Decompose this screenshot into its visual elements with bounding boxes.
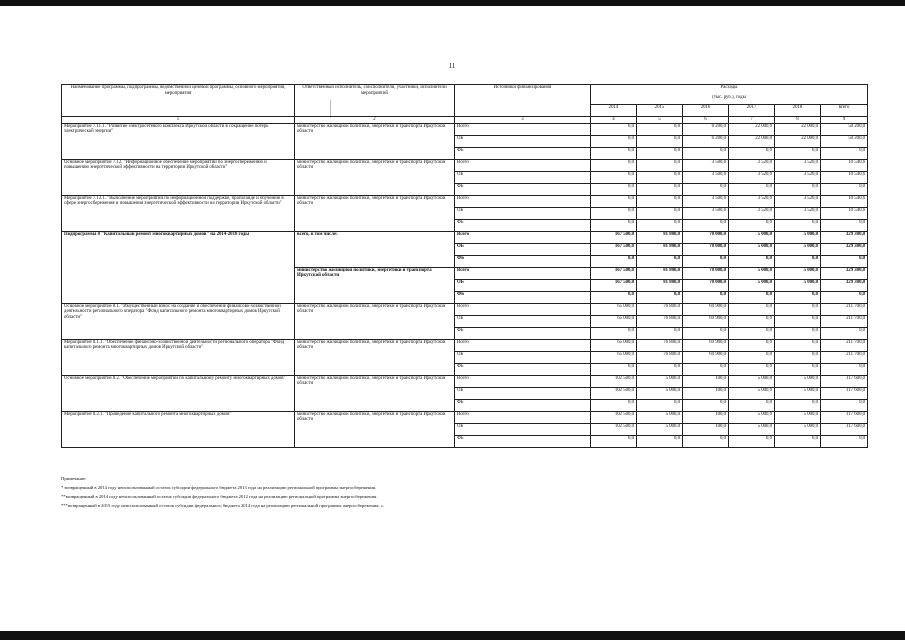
value-cell: 0,0	[775, 327, 821, 339]
value-cell: 69 900,0	[683, 339, 729, 351]
subprogram-name: Подпрограмма 8 "Капитальный ремонт многоквартирных домов" на 2014-2018 годы	[62, 231, 295, 303]
value-cell: 0,0	[775, 315, 821, 327]
column-number: 7	[729, 117, 775, 124]
source-cell: Всего	[455, 159, 591, 171]
value-cell: 167 500,0	[591, 231, 637, 243]
value-cell: 0,0	[775, 255, 821, 267]
source-cell: Всего	[455, 123, 591, 135]
header-responsible: Ответственный исполнитель, соисполнители, участники, исполнители мероприятий	[295, 85, 455, 117]
notes	[61, 474, 861, 510]
value-cell: 10 540,6	[821, 159, 868, 171]
value-cell: 0,0	[591, 327, 637, 339]
value-cell: 0,0	[821, 255, 868, 267]
value-cell: 0,0	[821, 363, 868, 375]
responsible-cell: министерство жилищной политики, энергетики и транспорта Иркутской области	[295, 375, 455, 411]
value-cell: 0,0	[775, 183, 821, 195]
value-cell: 69 900,0	[683, 315, 729, 327]
value-cell: 5 000,0	[637, 423, 683, 435]
value-cell: 5 000,0	[775, 267, 821, 279]
value-cell: 0,0	[821, 327, 868, 339]
source-cell: Всего	[455, 375, 591, 387]
item-name: Мероприятие 8.2.1. "Проведение капитального ремонта многоквартирных домов"	[62, 411, 295, 447]
responsible-cell: министерство жилищной политики, энергетики и транспорта Иркутской области	[295, 411, 455, 447]
value-cell: 76 800,0	[637, 351, 683, 363]
value-cell: 0,0	[637, 219, 683, 231]
value-cell: 81 800,0	[637, 231, 683, 243]
value-cell: 3 520,0	[729, 195, 775, 207]
value-cell: 3 520,0	[729, 207, 775, 219]
header-year: 2014	[591, 105, 637, 117]
responsible-cell: министерство жилищной политики, энергетики и транспорта Иркутской области	[295, 123, 455, 159]
value-cell: 0,0	[637, 327, 683, 339]
value-cell: 0,0	[821, 183, 868, 195]
value-cell: 0,0	[683, 147, 729, 159]
value-cell: 22 000,0	[729, 135, 775, 147]
value-cell: 0,0	[591, 291, 637, 303]
column-number: 8	[775, 117, 821, 124]
value-cell: 3 520,0	[775, 171, 821, 183]
value-cell: 0,0	[775, 147, 821, 159]
value-cell: 81 800,0	[637, 279, 683, 291]
value-cell: 0,0	[821, 291, 868, 303]
table-row	[62, 375, 868, 387]
value-cell: 0,0	[683, 219, 729, 231]
value-cell: 0,0	[591, 219, 637, 231]
value-cell: 70 000,0	[683, 279, 729, 291]
value-cell: 70 000,0	[683, 243, 729, 255]
value-cell: 0,0	[637, 399, 683, 411]
value-cell: 0,0	[683, 363, 729, 375]
value-cell: 0,0	[683, 183, 729, 195]
item-name: Мероприятие 7.12.1. "Выполнение мероприятий по информационной поддержке, пропаганде и обучению в сфере энергосбережения и повышения энергетической эффективности на территории Иркутской области"	[62, 195, 295, 231]
value-cell: 76 800,0	[637, 303, 683, 315]
value-cell: 0,0	[637, 195, 683, 207]
value-cell: 3 520,0	[729, 171, 775, 183]
budget-table	[61, 84, 868, 448]
value-cell: 117 600,0	[821, 411, 868, 423]
value-cell: 0,0	[821, 399, 868, 411]
responsible-cell: министерство жилищной политики, энергетики и транспорта Иркутской области	[295, 267, 455, 303]
source-cell: ОБ	[455, 351, 591, 363]
value-cell: 0,0	[591, 195, 637, 207]
value-cell: 65 000,0	[591, 303, 637, 315]
value-cell: 167 500,0	[591, 279, 637, 291]
value-cell: 0,0	[683, 435, 729, 447]
notes-title: Примечание:	[61, 476, 87, 481]
source-cell: Всего	[455, 267, 591, 279]
responsible-cell: всего, в том числе:	[295, 231, 455, 267]
value-cell: 10 540,6	[821, 207, 868, 219]
header-name: Наименование программы, подпрограммы, ведомственной целевой программы, основного мероприятия, мероприятия	[62, 85, 295, 117]
responsible-cell: министерство жилищной политики, энергетики и транспорта Иркутской области	[295, 303, 455, 339]
value-cell: 5 000,0	[775, 387, 821, 399]
value-cell: 0,0	[729, 219, 775, 231]
scan-edge-top	[0, 0, 905, 6]
value-cell: 70 000,0	[683, 267, 729, 279]
value-cell: 22 000,0	[775, 135, 821, 147]
value-cell: 5 000,0	[729, 243, 775, 255]
value-cell: 0,0	[683, 399, 729, 411]
value-cell: 0,0	[775, 363, 821, 375]
value-cell: 0,0	[637, 255, 683, 267]
source-cell: ФБ	[455, 399, 591, 411]
value-cell: 0,0	[775, 435, 821, 447]
value-cell: 0,0	[591, 123, 637, 135]
note-line: **возвращенный в 2014 году неиспользованный остаток субсидии федерального бюджета 2012 года на реализацию региональной программы энергосбережения.	[61, 494, 378, 499]
value-cell: 117 600,0	[821, 387, 868, 399]
value-cell: 329 300,0	[821, 231, 868, 243]
value-cell: 100,0	[683, 387, 729, 399]
source-cell: ФБ	[455, 363, 591, 375]
source-cell: Всего	[455, 339, 591, 351]
value-cell: 22 000,0	[729, 123, 775, 135]
value-cell: 5 000,0	[775, 279, 821, 291]
item-name: Основное мероприятие 7.12. "Информационное обеспечение мероприятий по энергосбережению и повышению энергетической эффективности на территории Иркутской области"	[62, 159, 295, 195]
header-unit: (тыс. руб.), годы	[591, 95, 868, 105]
responsible-cell: министерство жилищной политики, энергетики и транспорта Иркутской области	[295, 339, 455, 375]
value-cell: 10 540,6	[821, 195, 868, 207]
value-cell: 117 600,0	[821, 423, 868, 435]
value-cell: 6 200,0	[683, 135, 729, 147]
value-cell: 5 000,0	[637, 387, 683, 399]
responsible-cell: министерство жилищной политики, энергетики и транспорта Иркутской области	[295, 195, 455, 231]
value-cell: 167 500,0	[591, 267, 637, 279]
header-sources: Источники финансирования	[455, 85, 591, 117]
value-cell: 70 000,0	[683, 231, 729, 243]
value-cell: 0,0	[637, 291, 683, 303]
value-cell: 0,0	[637, 435, 683, 447]
header-year: 2018	[775, 105, 821, 117]
item-name: Мероприятие 7.11.1. "Развитие электросетевого комплекса Иркутской области в сокращение потерь электрической энергии"	[62, 123, 295, 159]
source-cell: ОБ	[455, 135, 591, 147]
value-cell: 0,0	[729, 435, 775, 447]
source-cell: ОБ	[455, 171, 591, 183]
value-cell: 100,0	[683, 423, 729, 435]
value-cell: 0,0	[637, 171, 683, 183]
value-cell: 69 900,0	[683, 303, 729, 315]
value-cell: 0,0	[591, 363, 637, 375]
value-cell: 0,0	[591, 183, 637, 195]
value-cell: 3 520,0	[729, 159, 775, 171]
header-expenses: Расходы	[591, 85, 868, 95]
value-cell: 329 300,0	[821, 267, 868, 279]
column-number: 6	[683, 117, 729, 124]
source-cell: ОБ	[455, 387, 591, 399]
value-cell: 0,0	[775, 339, 821, 351]
value-cell: 5 000,0	[729, 423, 775, 435]
value-cell: 0,0	[729, 327, 775, 339]
value-cell: 0,0	[637, 123, 683, 135]
value-cell: 3 500,6	[683, 195, 729, 207]
value-cell: 3 500,6	[683, 171, 729, 183]
column-number: 5	[637, 117, 683, 124]
value-cell: 0,0	[591, 171, 637, 183]
value-cell: 167 500,0	[591, 243, 637, 255]
value-cell: 65 000,0	[591, 339, 637, 351]
value-cell: 0,0	[591, 159, 637, 171]
source-cell: ФБ	[455, 255, 591, 267]
value-cell: 0,0	[591, 207, 637, 219]
value-cell: 81 800,0	[637, 267, 683, 279]
value-cell: 5 000,0	[729, 375, 775, 387]
value-cell: 5 000,0	[637, 411, 683, 423]
source-cell: ФБ	[455, 219, 591, 231]
value-cell: 0,0	[821, 219, 868, 231]
value-cell: 0,0	[591, 255, 637, 267]
value-cell: 0,0	[591, 135, 637, 147]
value-cell: 329 300,0	[821, 243, 868, 255]
table-row	[62, 411, 868, 423]
column-number: 9	[821, 117, 868, 124]
value-cell: 0,0	[729, 147, 775, 159]
value-cell: 5 000,0	[775, 423, 821, 435]
value-cell: 0,0	[729, 303, 775, 315]
value-cell: 76 800,0	[637, 339, 683, 351]
column-number: 4	[591, 117, 637, 124]
value-cell: 5 000,0	[637, 375, 683, 387]
value-cell: 0,0	[637, 159, 683, 171]
value-cell: 0,0	[591, 147, 637, 159]
value-cell: 0,0	[591, 399, 637, 411]
value-cell: 100,0	[683, 411, 729, 423]
value-cell: 0,0	[775, 303, 821, 315]
value-cell: 211 700,0	[821, 351, 868, 363]
scan-edge-bottom	[0, 631, 905, 640]
value-cell: 6 200,0	[683, 123, 729, 135]
value-cell: 0,0	[729, 255, 775, 267]
source-cell: ФБ	[455, 291, 591, 303]
value-cell: 0,0	[591, 435, 637, 447]
value-cell: 10 540,6	[821, 171, 868, 183]
value-cell: 211 700,0	[821, 339, 868, 351]
source-cell: ОБ	[455, 243, 591, 255]
value-cell: 0,0	[775, 399, 821, 411]
note-line: * возвращенный в 2014 году неиспользованный остаток субсидии федерального бюджета 2013 года на реализацию региональной программы энергосбережения.	[61, 485, 377, 490]
value-cell: 5 000,0	[729, 411, 775, 423]
table-row	[62, 231, 868, 243]
table-row	[62, 339, 868, 351]
value-cell: 0,0	[637, 183, 683, 195]
value-cell: 0,0	[683, 291, 729, 303]
table-row	[62, 303, 868, 315]
responsible-cell: министерство жилищной политики, энергетики и транспорта Иркутской области	[295, 159, 455, 195]
source-cell: ОБ	[455, 423, 591, 435]
value-cell: 102 500,0	[591, 375, 637, 387]
value-cell: 102 500,0	[591, 423, 637, 435]
value-cell: 65 000,0	[591, 351, 637, 363]
value-cell: 100,0	[683, 375, 729, 387]
note-line: ***возвращенный в 2015 году неиспользованный остаток субсидии федерального бюджета 2014 года на реализацию региональной программы энергосбережения. ».	[61, 503, 385, 508]
value-cell: 65 000,0	[591, 315, 637, 327]
value-cell: 5 000,0	[729, 279, 775, 291]
value-cell: 5 000,0	[729, 231, 775, 243]
value-cell: 69 900,0	[683, 351, 729, 363]
source-cell: Всего	[455, 231, 591, 243]
source-cell: ФБ	[455, 435, 591, 447]
column-number: 2	[295, 117, 455, 124]
value-cell: 211 700,0	[821, 303, 868, 315]
value-cell: 50 200,0	[821, 123, 868, 135]
value-cell: 3 500,6	[683, 207, 729, 219]
header-year: 2015	[637, 105, 683, 117]
source-cell: ОБ	[455, 207, 591, 219]
value-cell: 3 520,0	[775, 207, 821, 219]
value-cell: 0,0	[637, 363, 683, 375]
value-cell: 0,0	[637, 147, 683, 159]
source-cell: Всего	[455, 411, 591, 423]
value-cell: 76 800,0	[637, 315, 683, 327]
value-cell: 102 500,0	[591, 411, 637, 423]
table-row	[62, 195, 868, 207]
source-cell: ОБ	[455, 315, 591, 327]
value-cell: 0,0	[637, 135, 683, 147]
item-name: Мероприятие 8.1.1. "Обеспечение финансово-хозяйственной деятельности регионального оператора "Фонд капитального ремонта многоквартирных домов Иркутской области"	[62, 339, 295, 375]
source-cell: ФБ	[455, 183, 591, 195]
value-cell: 0,0	[775, 219, 821, 231]
value-cell: 5 000,0	[775, 375, 821, 387]
value-cell: 0,0	[729, 183, 775, 195]
value-cell: 0,0	[729, 291, 775, 303]
value-cell: 0,0	[683, 327, 729, 339]
value-cell: 81 800,0	[637, 243, 683, 255]
source-cell: Всего	[455, 303, 591, 315]
header-year: 2017	[729, 105, 775, 117]
source-cell: ФБ	[455, 327, 591, 339]
value-cell: 0,0	[637, 207, 683, 219]
source-cell: ОБ	[455, 279, 591, 291]
value-cell: 0,0	[821, 435, 868, 447]
item-name: Основное мероприятие 8.2. "Обеспечение мероприятий по капитальному ремонту многоквартирных домов"	[62, 375, 295, 411]
value-cell: 5 000,0	[775, 231, 821, 243]
source-cell: ФБ	[455, 147, 591, 159]
value-cell: 3 520,0	[775, 195, 821, 207]
value-cell: 5 000,0	[775, 411, 821, 423]
table-row	[62, 159, 868, 171]
value-cell: 5 000,0	[729, 267, 775, 279]
value-cell: 3 500,6	[683, 159, 729, 171]
page-number: 11	[448, 62, 456, 70]
value-cell: 0,0	[775, 351, 821, 363]
column-number: 1	[62, 117, 295, 124]
value-cell: 50 200,0	[821, 135, 868, 147]
column-number: 3	[455, 117, 591, 124]
value-cell: 5 000,0	[729, 387, 775, 399]
value-cell: 117 600,0	[821, 375, 868, 387]
value-cell: 102 500,0	[591, 387, 637, 399]
header-total: всего	[821, 105, 868, 117]
value-cell: 0,0	[729, 339, 775, 351]
value-cell: 0,0	[729, 399, 775, 411]
value-cell: 0,0	[729, 351, 775, 363]
value-cell: 5 000,0	[775, 243, 821, 255]
value-cell: 329 300,0	[821, 279, 868, 291]
value-cell: 0,0	[821, 147, 868, 159]
value-cell: 0,0	[729, 363, 775, 375]
value-cell: 0,0	[729, 315, 775, 327]
value-cell: 211 700,0	[821, 315, 868, 327]
table-body	[62, 85, 868, 448]
header-year: 2016	[683, 105, 729, 117]
value-cell: 22 000,0	[775, 123, 821, 135]
item-name: Основное мероприятие 8.1. "Имущественный взнос на создание и обеспечение финансово-хозяйственной деятельности регионального оператора "Фонд капитального ремонта многоквартирных домов Иркутской области"	[62, 303, 295, 339]
value-cell: 3 520,0	[775, 159, 821, 171]
source-cell: Всего	[455, 195, 591, 207]
value-cell: 0,0	[683, 255, 729, 267]
table-row	[62, 123, 868, 135]
value-cell: 0,0	[775, 291, 821, 303]
